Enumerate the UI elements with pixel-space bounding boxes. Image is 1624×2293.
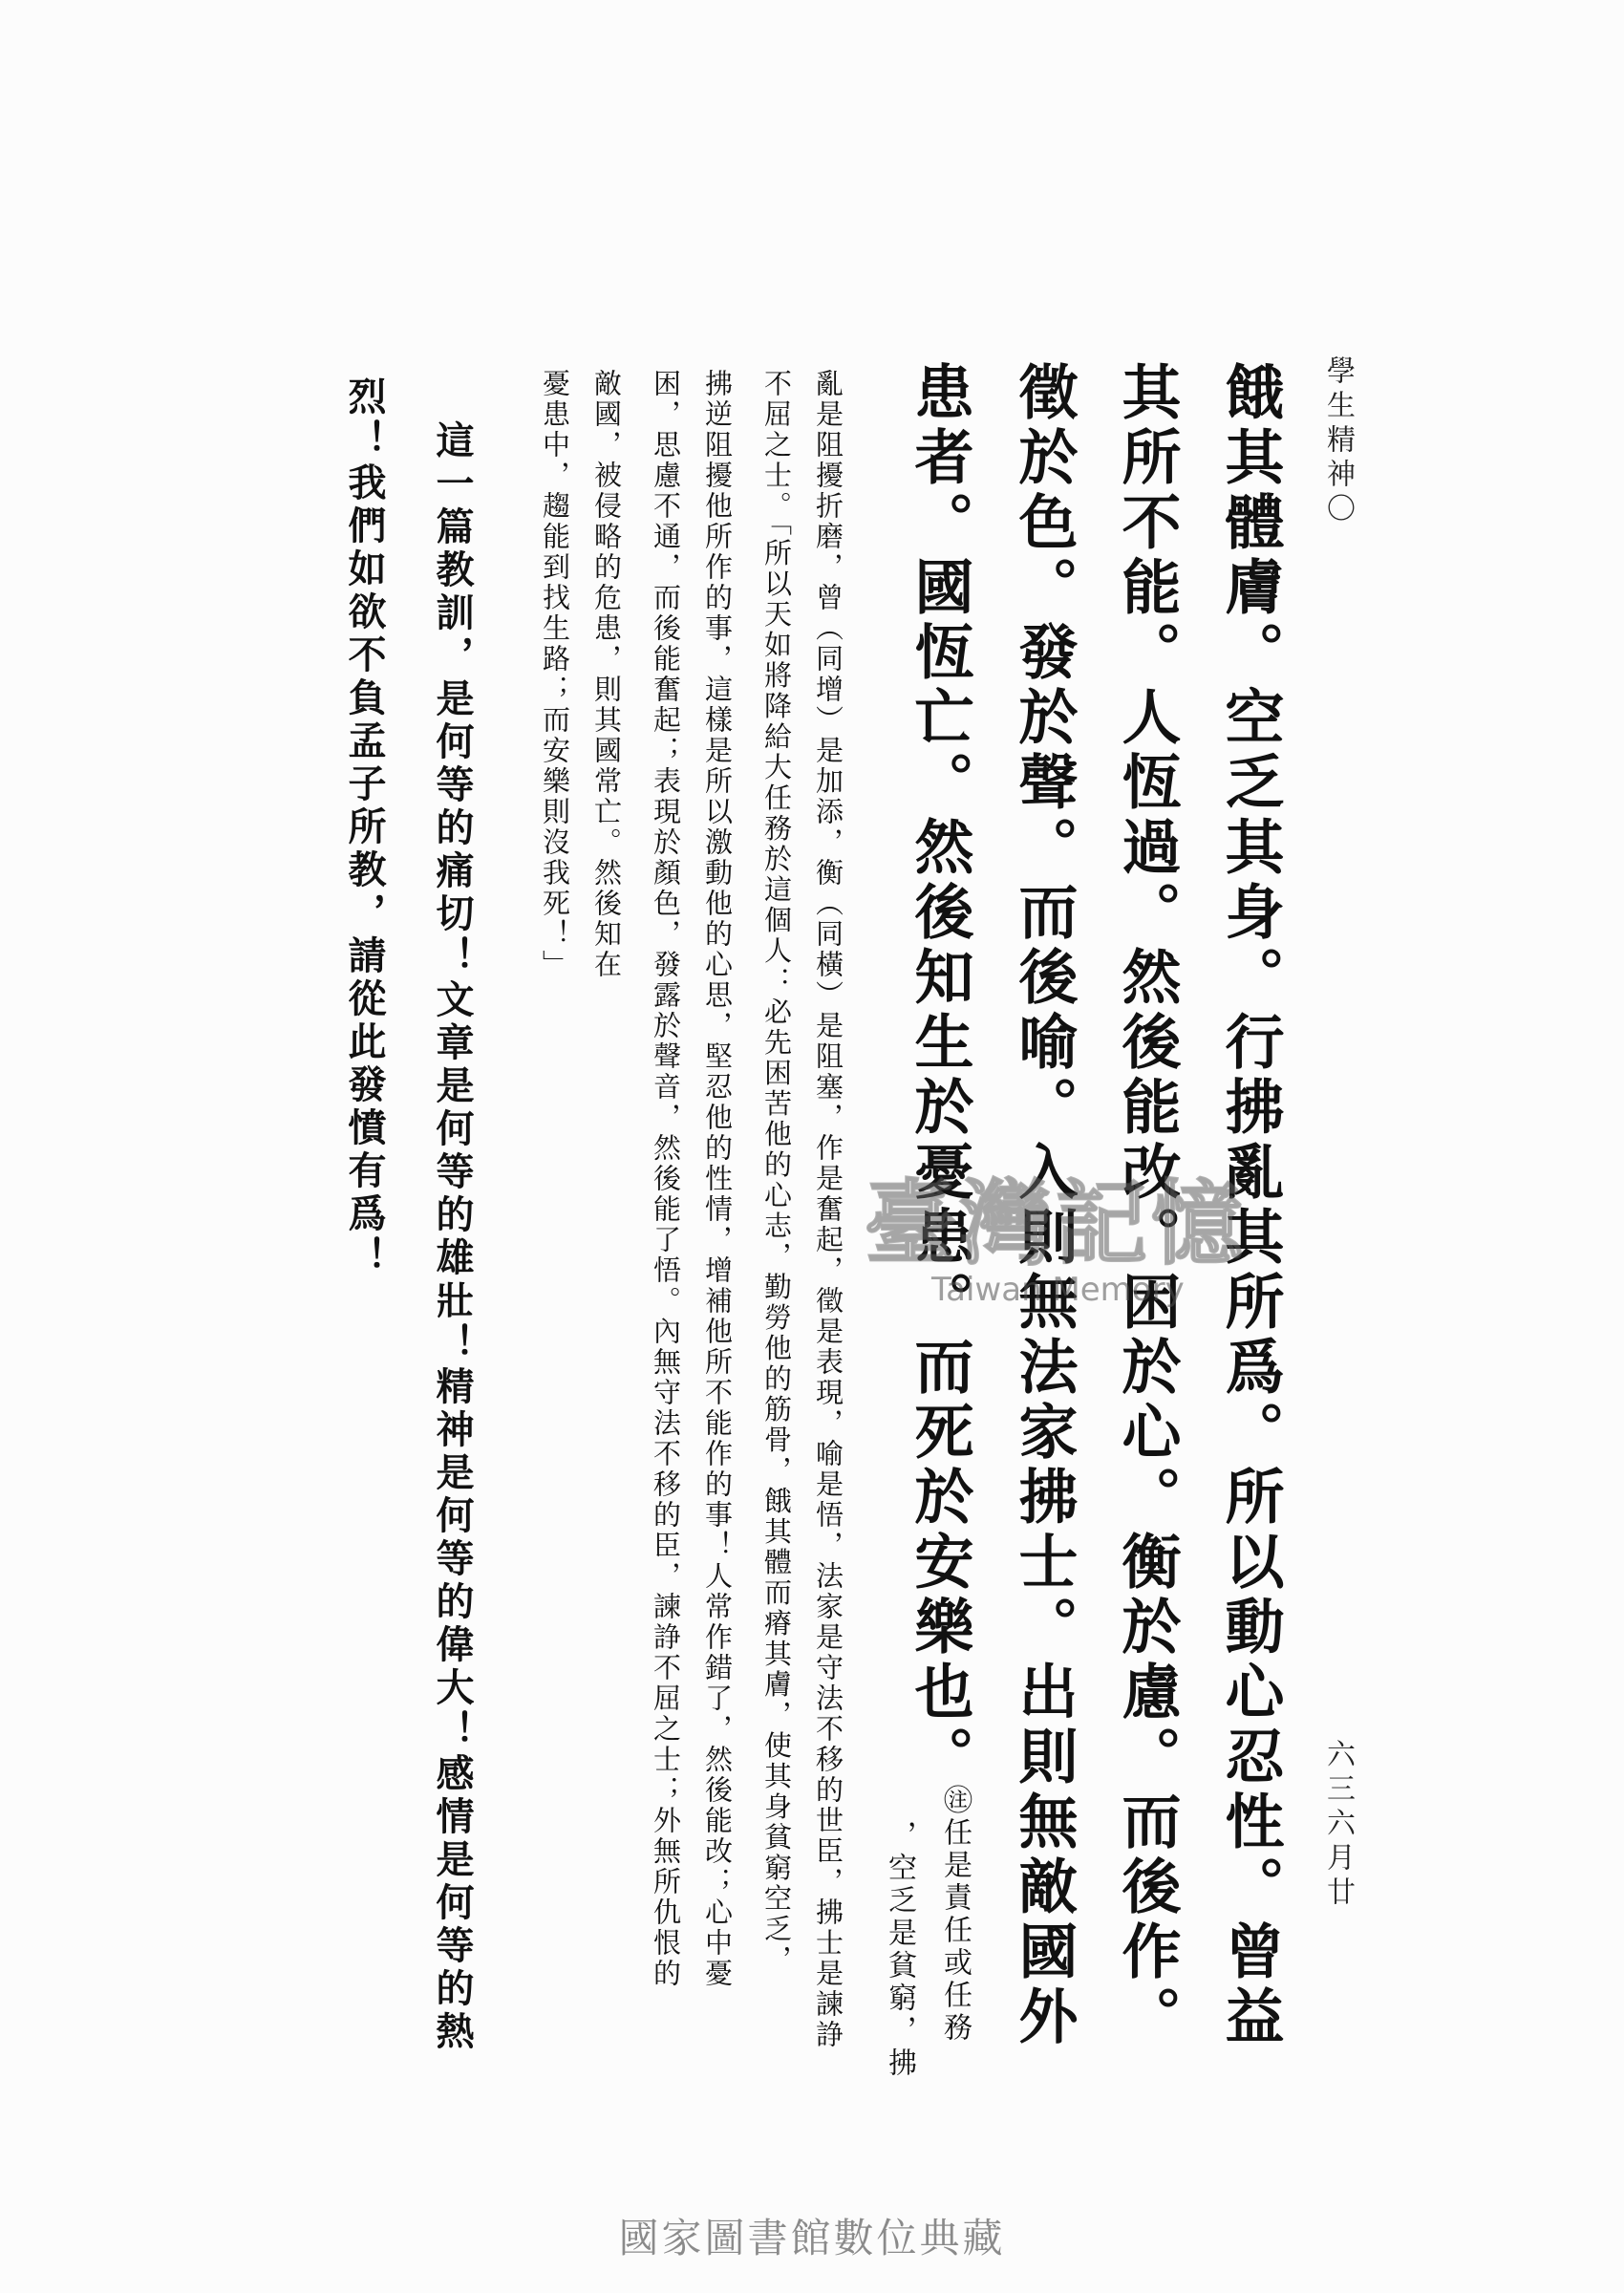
annotation-column-5: 敵國，被侵略的危患，則其國常亡。然後知在 xyxy=(590,369,623,980)
annotation-column-6: 憂患中，趨能到找生路；而安樂則沒我死！」 xyxy=(539,369,571,980)
running-header-bottom: 六三六月廿 xyxy=(1321,1739,1355,1911)
note-column-2: ，空乏是貧窮，拂 xyxy=(883,1820,916,2080)
annotation-column-4: 困，思慮不通，而後能奮起；表現於顏色，發露於聲音，然後能了悟。內無守法不移的臣，諫諍不屈之士；外無所仇恨的 xyxy=(650,369,682,1989)
annotation-column-1: 亂是阻擾折磨，曾（同增）是加添，衡（同橫）是阻塞，作是奮起，徵是表現，喻是悟，法家是守法不移的世臣，拂士是諫諍 xyxy=(812,369,844,2050)
running-header-top: 學生精神〇 xyxy=(1321,355,1355,527)
main-text-column-3: 徵於色。發於聲。而後喻。入則無法家拂士。出則無敵國外 xyxy=(1009,361,1079,2050)
main-text-column-1: 餓其體膚。空乏其身。行拂亂其所爲。所以動心忍性。曾益 xyxy=(1215,361,1285,2050)
annotation-column-2: 不屈之士。「所以天如將降給大任務於這個人：必先困苦他的心志，勤勞他的筋骨，餓其體而瘠其膚，使其身貧窮空乏， xyxy=(760,369,793,1976)
note-column-1: ㊟任是責任或任務 xyxy=(938,1785,972,2045)
watermark-logo-text: 臺灣記憶 xyxy=(865,1169,1247,1277)
main-text-column-4: 患者。國恆亡。然後知生於憂患。而死於安樂也。 xyxy=(905,361,974,1790)
main-text-column-2: 其所不能。人恆過。然後能改。困於心。衡於慮。而後作。 xyxy=(1112,361,1182,2050)
source-footer: 國家圖書館數位典藏 xyxy=(618,2215,1006,2261)
watermark-logo-subtitle: Taiwan Memory xyxy=(931,1271,1185,1309)
annotation-column-3: 拂逆阻擾他所作的事，這樣是所以激動他的心思，堅忍他的性情，增補他所不能作的事！人常作錯了，然後能改；心中憂 xyxy=(701,369,734,1989)
commentary-column-2: 烈！我們如欲不負孟子所教，請從此發憤有爲！ xyxy=(342,376,387,1279)
commentary-column-1: 這一篇教訓，是何等的痛切！文章是何等的雄壯！精神是何等的偉大！感情是何等的熱 xyxy=(430,420,475,2054)
